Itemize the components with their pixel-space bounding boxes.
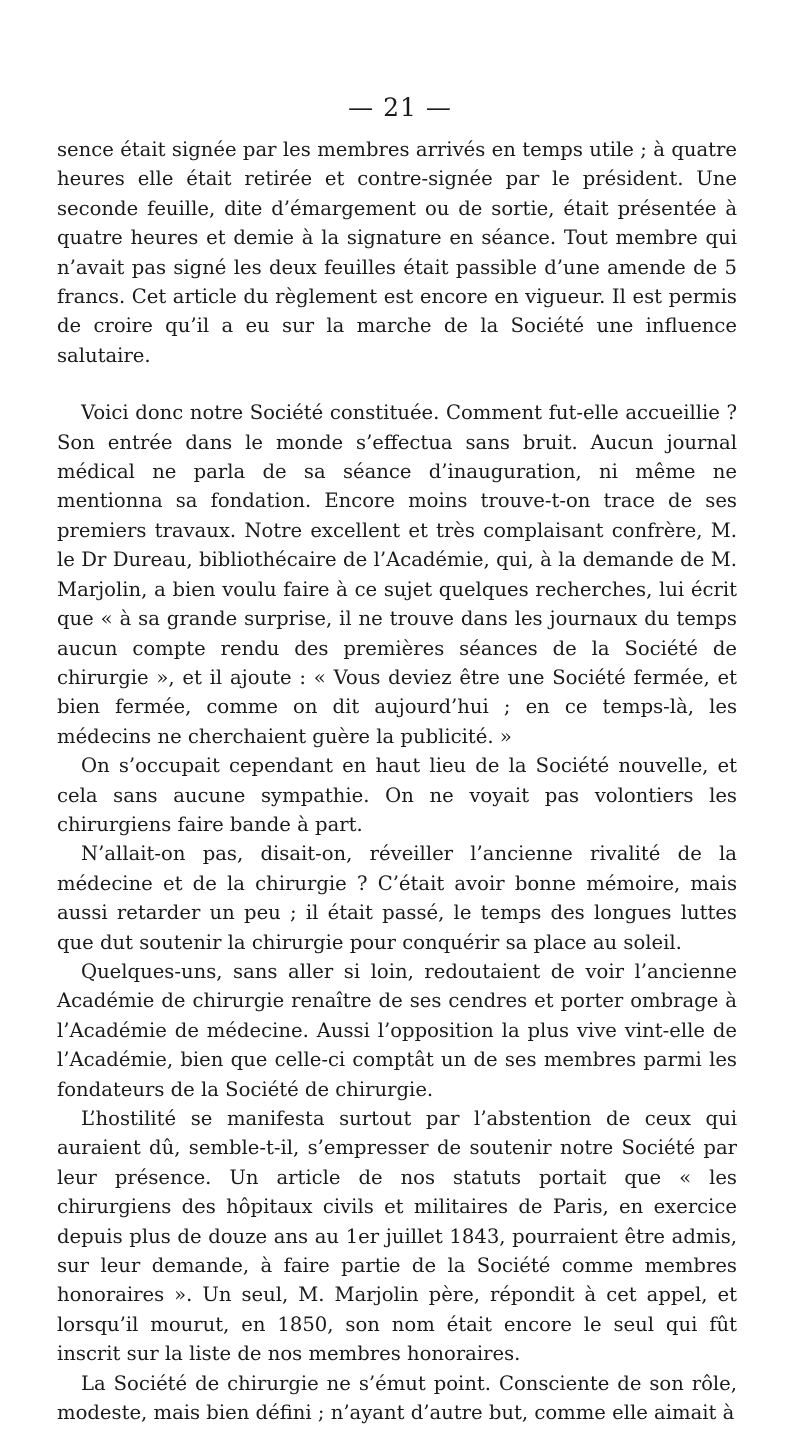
body-text — [57, 135, 737, 1427]
paragraph-continuation: sence était signée par les membres arrivés en temps utile ; à quatre heures elle était retirée et contre-signée par le président. Une seconde feuille, dite d’émargement ou de sortie, était présentée à quatre heures et demie à la signature en séance. Tout membre qui n’avait pas signé les deux feuilles était passible d’une amende de 5 francs. Cet article du règlement est encore en vigueur. Il est permis de croire qu’il a eu sur la marche de la Société une influence salutaire. — [57, 138, 737, 367]
paragraph: Quelques-uns, sans aller si loin, redoutaient de voir l’ancienne Académie de chirurgie renaître de ses cendres et porter ombrage à l’Académie de médecine. Aussi l’opposition la plus vive vint-elle de l’Académie, bien que celle-ci comptât un de ses membres parmi les fondateurs de la Société de chirurgie. — [57, 959, 737, 1101]
paragraph: L’hostilité se manifesta surtout par l’abstention de ceux qui auraient dû, semble-t-il, s’empresser de soutenir notre Société par leur présence. Un article de nos statuts portait que « les chirurgiens des hôpitaux civils et militaires de Paris, en exercice depuis plus de douze ans au 1er juillet 1843, pourraient être admis, sur leur demande, à faire partie de la Société comme membres honoraires ». Un seul, M. Marjolin père, répondit à cet appel, et lorsqu’il mourut, en 1850, son nom était encore le seul qui fût inscrit sur la liste de nos membres honoraires. — [57, 1107, 737, 1366]
paragraph-truncated: La Société de chirurgie ne s’émut point. Consciente de son rôle, modeste, mais bien défini ; n’ayant d’autre but, comme elle aimait à — [57, 1371, 737, 1425]
paragraph: Voici donc notre Société constituée. Comment fut-elle accueillie ? Son entrée dans le monde s’effectua sans bruit. Aucun journal médical ne parla de sa séance d’inauguration, ni même ne mentionna sa fondation. Encore moins trouve-t-on trace de ses premiers travaux. Notre excellent et très complaisant confrère, M. le Dr Dureau, bibliothécaire de l’Académie, qui, à la demande de M. Marjolin, a bien voulu faire à ce sujet quelques recherches, lui écrit que « à sa grande surprise, il ne trouve dans les journaux du temps aucun compte rendu des premières séances de la Société de chirurgie », et il ajoute : « Vous deviez être une Société fermée, et bien fermée, comme on dit aujourd’hui ; en ce temps-là, les médecins ne cherchaient guère la publicité. » — [57, 401, 737, 748]
paragraph: N’allait-on pas, disait-on, réveiller l’ancienne rivalité de la médecine et de la chirurgie ? C’était avoir bonne mémoire, mais aussi retarder un peu ; il était passé, le temps des longues luttes que dut soutenir la chirurgie pour conquérir sa place au soleil. — [57, 842, 737, 954]
paragraph: On s’occupait cependant en haut lieu de la Société nouvelle, et cela sans aucune sympathie. On ne voyait pas volontiers les chirurgiens faire bande à part. — [57, 754, 737, 836]
page-number: — 21 — — [348, 93, 452, 122]
